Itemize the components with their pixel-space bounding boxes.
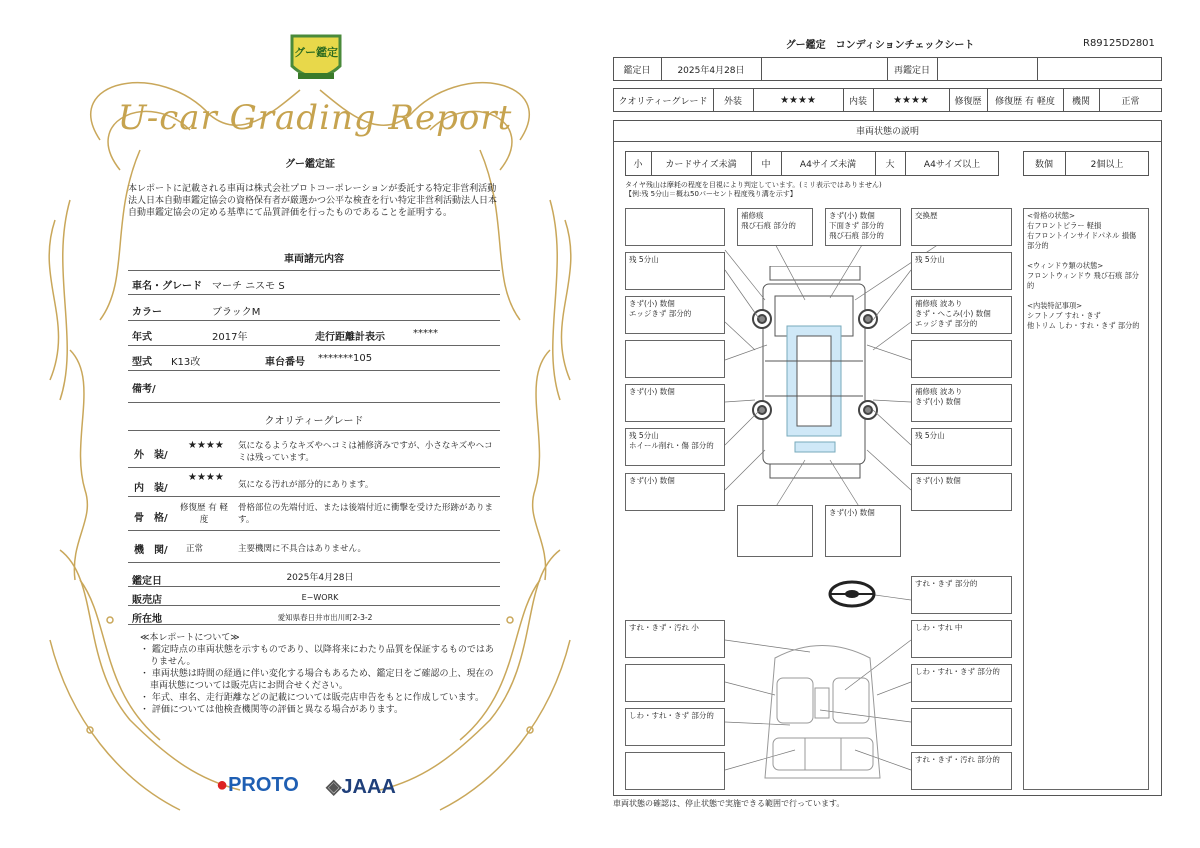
engine-label: 機関	[1071, 96, 1090, 107]
mileage-label: 走行距離計表示	[315, 332, 385, 343]
sheet-title: グー鑑定 コンディションチェックシート	[785, 40, 975, 51]
exterior-note-box: 残 5分山	[911, 252, 1012, 290]
condition-check-sheet	[605, 30, 1170, 820]
exterior-stars: ★★★★	[188, 440, 224, 451]
chassis-label: 車台番号	[265, 357, 305, 368]
size-large: 大	[885, 160, 895, 170]
date-value: 2025年4月28日	[286, 573, 354, 583]
interior-label: 内 装/	[134, 483, 168, 494]
sheet-footer: 車両状態の確認は、停止状態で実施できる範囲で行っています。	[613, 799, 845, 808]
car-interior-diagram-icon	[755, 638, 890, 783]
chassis-value: *******105	[318, 353, 373, 364]
date-label: 鑑定日	[623, 65, 651, 76]
exterior-label: 外 装/	[134, 450, 168, 461]
frame-window-interior-notes: <骨格の状態> 右フロントピラー 軽損 右フロントインサイドパネル 損傷 部分的 <ウィンドウ類の状態> フロントウィンドウ 飛び石痕 部分的 <内装特記事項> シフトノブ すれ・きず 他トリム しわ・すれ・きず 部分的	[1023, 208, 1149, 790]
certificate-title: グー鑑定証	[285, 159, 335, 170]
year-value: 2017年	[212, 332, 248, 343]
engine-value: 正常	[1121, 96, 1140, 107]
badge-label: グー鑑定	[294, 46, 338, 59]
goo-badge-icon	[288, 32, 344, 90]
exterior-note-box	[625, 340, 725, 378]
divider	[128, 294, 500, 295]
proto-logo	[216, 774, 299, 797]
engine-value: 正常	[186, 544, 204, 554]
interior-stars: ★★★★	[188, 472, 224, 483]
car-name-value: マーチ ニスモ S	[212, 281, 285, 292]
engine-label: 機 関/	[134, 545, 168, 556]
exterior-note-box	[911, 340, 1012, 378]
shop-label: 販売店	[132, 595, 162, 606]
divider	[128, 586, 500, 587]
exterior-note-box	[737, 505, 813, 557]
exterior-stars: ★★★★	[780, 94, 816, 106]
size-mid: 中	[761, 160, 771, 170]
divider	[128, 402, 500, 403]
jaaa-mark-icon: ◈	[326, 776, 342, 798]
exterior-note-box: 残 5分山	[911, 428, 1012, 466]
exterior-note-box: きず(小) 数個	[625, 473, 725, 511]
engine-desc: 主要機関に不具合はありません。	[238, 544, 367, 554]
proto-logo-text: PROTO	[228, 774, 299, 796]
doc-id: R89125D2801	[1083, 38, 1155, 49]
steering-wheel-icon	[827, 579, 877, 609]
notes-section	[140, 632, 500, 716]
interior-note-box: すれ・きず・汚れ 小	[625, 620, 725, 658]
jaaa-logo-text: JAAA	[341, 776, 396, 798]
note-item: ・ 年式、車名、走行距離などの記載については販売店申告をもとに作成しています。	[140, 693, 484, 703]
model-value: K13改	[171, 357, 201, 368]
size-small-desc: カードサイズ未満	[665, 160, 737, 170]
note-item: ・ 鑑定時点の車両状態を示すものであり、以降将来にわたり品質を保証するものではありません。	[140, 645, 494, 667]
exterior-note-box: 残 5分山 ホイール削れ・傷 部分的	[625, 428, 725, 466]
interior-note-box: すれ・きず 部分的	[911, 576, 1012, 614]
color-value: ブラックM	[212, 307, 261, 318]
exterior-note-box: 補修痕 波あり きず(小) 数個	[911, 384, 1012, 422]
interior-note-box	[625, 752, 725, 790]
exterior-note-box	[625, 208, 725, 246]
frame-desc: 骨格部位の先端付近、または後端付近に衝撃を受けた形跡があります。	[238, 503, 494, 525]
interior-note-box	[625, 664, 725, 702]
repair-value: 修復歴 有 軽度	[995, 96, 1055, 107]
remarks-label: 備考/	[132, 384, 156, 395]
divider	[128, 530, 500, 531]
grade-title: クオリティーグレード	[264, 416, 364, 427]
count-desc: 2個以上	[1090, 160, 1124, 170]
shop-value: E−WORK	[301, 593, 339, 602]
divider	[128, 345, 500, 346]
divider	[128, 605, 500, 606]
divider	[128, 496, 500, 497]
address-value: 愛知県春日井市出川町2-3-2	[277, 613, 373, 622]
size-large-desc: A4サイズ以上	[923, 160, 981, 170]
model-label: 型式	[132, 357, 152, 368]
grading-certificate	[40, 20, 580, 820]
note-item: ・ 評価については他検査機関等の評価と異なる場合があります。	[140, 705, 403, 715]
divider	[128, 430, 500, 431]
exterior-note-box: 補修痕 飛び石痕 部分的	[737, 208, 813, 246]
exterior-note-box: 残 5分山	[625, 252, 725, 290]
condition-title: 車両状態の説明	[613, 120, 1162, 142]
tire-note: タイヤ残山は摩耗の程度を目視により判定しています。(ミリ表示ではありません)	[625, 181, 882, 189]
tire-example: 【例:残 5分山＝概ね50パーセント程度残り溝を示す】	[625, 190, 797, 198]
frame-value: 修復歴 有 軽度	[180, 503, 228, 525]
car-name-label: 車名・グレード	[132, 281, 202, 292]
interior-label: 内装	[848, 96, 867, 107]
notes-title: ≪本レポートについて≫	[140, 633, 240, 643]
year-label: 年式	[132, 332, 152, 343]
specs-title: 車両諸元内容	[284, 254, 344, 265]
interior-note-box: しわ・すれ・きず 部分的	[911, 664, 1012, 702]
exterior-note-box: 交換歴	[911, 208, 1012, 246]
re-date-label: 再鑑定日	[893, 65, 930, 76]
size-small: 小	[633, 160, 643, 170]
divider	[128, 562, 500, 563]
proto-mark-icon: ●	[216, 774, 229, 796]
interior-note-box: すれ・きず・汚れ 部分的	[911, 752, 1012, 790]
frame-label: 骨 格/	[134, 513, 168, 524]
divider	[128, 370, 500, 371]
interior-note-box	[911, 708, 1012, 746]
interior-stars: ★★★★	[893, 94, 929, 106]
certificate-text: 本レポートに記載される車両は株式会社プロトコーポレーションが委託する特定非営利活動法人日本自動車鑑定協会の資格保有者が厳選かつ公平な検査を行い特定非営利活動法人日本自動車鑑定協会の定める基準にて品質評価を行ったものであることを証明する。	[128, 184, 498, 218]
exterior-note-box: 補修痕 波あり きず・へこみ(小) 数個 エッジきず 部分的	[911, 296, 1012, 334]
exterior-desc: 気になるようなキズやヘコミは補修済みですが、小さなキズやヘコミは残っています。	[238, 441, 493, 463]
address-label: 所在地	[132, 614, 162, 625]
size-mid-desc: A4サイズ未満	[799, 160, 857, 170]
interior-note-box: しわ・すれ 中	[911, 620, 1012, 658]
divider	[128, 624, 500, 625]
report-script-title: U-car Grading Report	[117, 98, 513, 138]
divider	[128, 467, 500, 468]
note-item: ・ 車両状態は時間の経過に伴い変化する場合もあるため、鑑定日をご確認の上、現在の車両状態については販売店にお問合せください。	[140, 669, 494, 691]
count-label: 数個	[1034, 160, 1053, 170]
divider	[128, 270, 500, 271]
date-value: 2025年4月28日	[677, 65, 745, 76]
exterior-label: 外装	[723, 96, 742, 107]
exterior-note-box: きず(小) 数個	[825, 505, 901, 557]
color-label: カラー	[132, 307, 162, 318]
exterior-note-box: きず(小) 数個 エッジきず 部分的	[625, 296, 725, 334]
mileage-value: *****	[413, 328, 438, 339]
interior-desc: 気になる汚れが部分的にあります。	[238, 480, 374, 490]
exterior-note-box: きず(小) 数個	[625, 384, 725, 422]
exterior-note-box: きず(小) 数個 下面きず 部分的 飛び石痕 部分的	[825, 208, 901, 246]
jaaa-logo	[326, 774, 396, 799]
repair-label: 修復歴	[954, 96, 982, 107]
exterior-note-box: きず(小) 数個	[911, 473, 1012, 511]
interior-note-box: しわ・すれ・きず 部分的	[625, 708, 725, 746]
divider	[128, 320, 500, 321]
date-label: 鑑定日	[132, 576, 162, 587]
grade-label: クオリティーグレード	[618, 96, 708, 107]
